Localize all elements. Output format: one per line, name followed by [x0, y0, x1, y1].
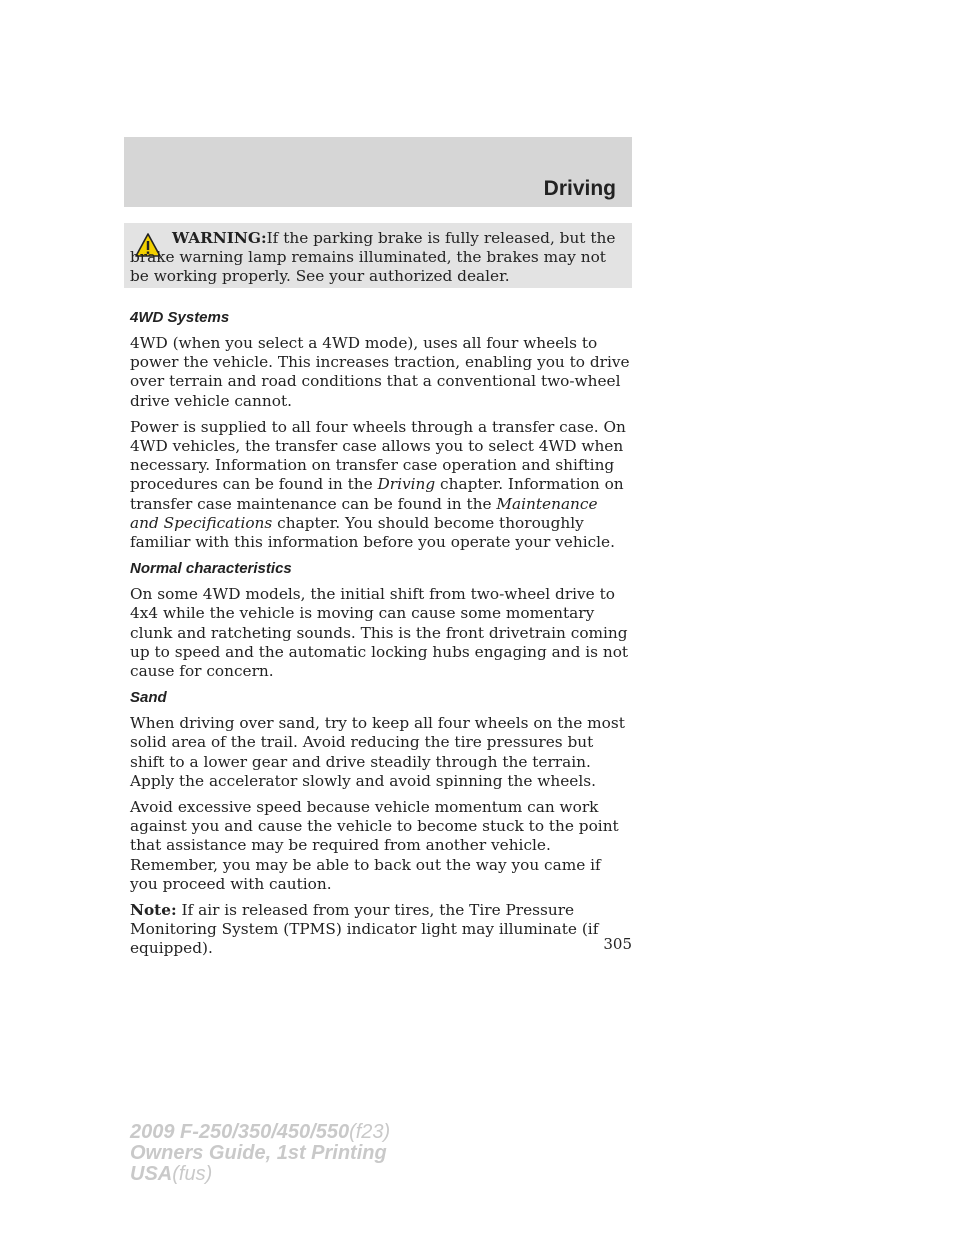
warning-text: [130, 229, 626, 286]
paragraph-sand-driving: When driving over sand, try to keep all four wheels on the most solid area of the trail. Avoid reducing the tire pressures but shift to a lower gear and drive steadily through the terrain. Apply the accelerator slowly and avoid spinning the wheels.: [130, 714, 625, 790]
footer-line-market: [130, 1164, 390, 1185]
paragraph-normal-characteristics: On some 4WD models, the initial shift from two-wheel drive to 4x4 while the vehicle is moving can cause some momentary clunk and ratcheting sounds. This is the front drivetrain coming up to speed and the automatic locking hubs engaging and is not cause for concern.: [130, 585, 629, 681]
chapter-reference: Driving: [377, 475, 436, 494]
note-label: Note:: [130, 901, 177, 920]
main-content: [130, 308, 630, 966]
footer-model: 2009 F-250/350/450/550: [130, 1121, 350, 1143]
section-title: Driving: [543, 177, 616, 200]
heading-normal-characteristics: Normal characteristics: [130, 560, 292, 578]
warning-label: WARNING:: [172, 229, 267, 247]
footer-market: USA: [130, 1163, 173, 1185]
footer-market-code: (fus): [172, 1163, 213, 1185]
section-header: [124, 137, 632, 207]
footer-model-code: (f23): [349, 1121, 391, 1143]
heading-4wd-systems: 4WD Systems: [130, 309, 230, 326]
warning-box: [124, 223, 632, 288]
note-text: If air is released from your tires, the Tire Pressure Monitoring System (TPMS) indicator light may illuminate (if equipped).: [130, 901, 599, 958]
footer-line-printing: Owners Guide, 1st Printing: [130, 1142, 387, 1164]
print-footer: [130, 1122, 390, 1185]
paragraph-text: chapter. Information on transfer case maintenance can be found in the: [130, 475, 624, 513]
paragraph-sand-speed: Avoid excessive speed because vehicle momentum can work against you and cause the vehicle to become stuck to the point that assistance may be required from another vehicle. Remember, you may be able to back out the way you came if you proceed with caution.: [130, 798, 619, 893]
paragraph-text: Power is supplied to all four wheels through a transfer case. On 4WD vehicles, the transfer case allows you to select 4WD when necessary. Information on transfer case operation and shifting procedures can be found in the: [130, 417, 626, 494]
heading-sand: Sand: [130, 689, 167, 707]
paragraph-transfer-case: [130, 418, 630, 552]
warning-body: If the parking brake is fully released, but the brake warning lamp remains illuminated, the brakes may not be working properly. See your authorized dealer.: [130, 229, 616, 285]
paragraph-4wd-intro: 4WD (when you select a 4WD mode), uses all four wheels to power the vehicle. This increases traction, enabling you to drive over terrain and road conditions that a conventional two-wheel drive vehicle cannot.: [130, 334, 630, 410]
footer-line-model: [130, 1122, 390, 1143]
paragraph-text: chapter. You should become thoroughly familiar with this information before you operate your vehicle.: [130, 513, 615, 552]
chapter-reference: Maintenance and Specifications: [130, 494, 598, 532]
page-number: 305: [603, 935, 632, 953]
paragraph-note: [130, 901, 630, 959]
